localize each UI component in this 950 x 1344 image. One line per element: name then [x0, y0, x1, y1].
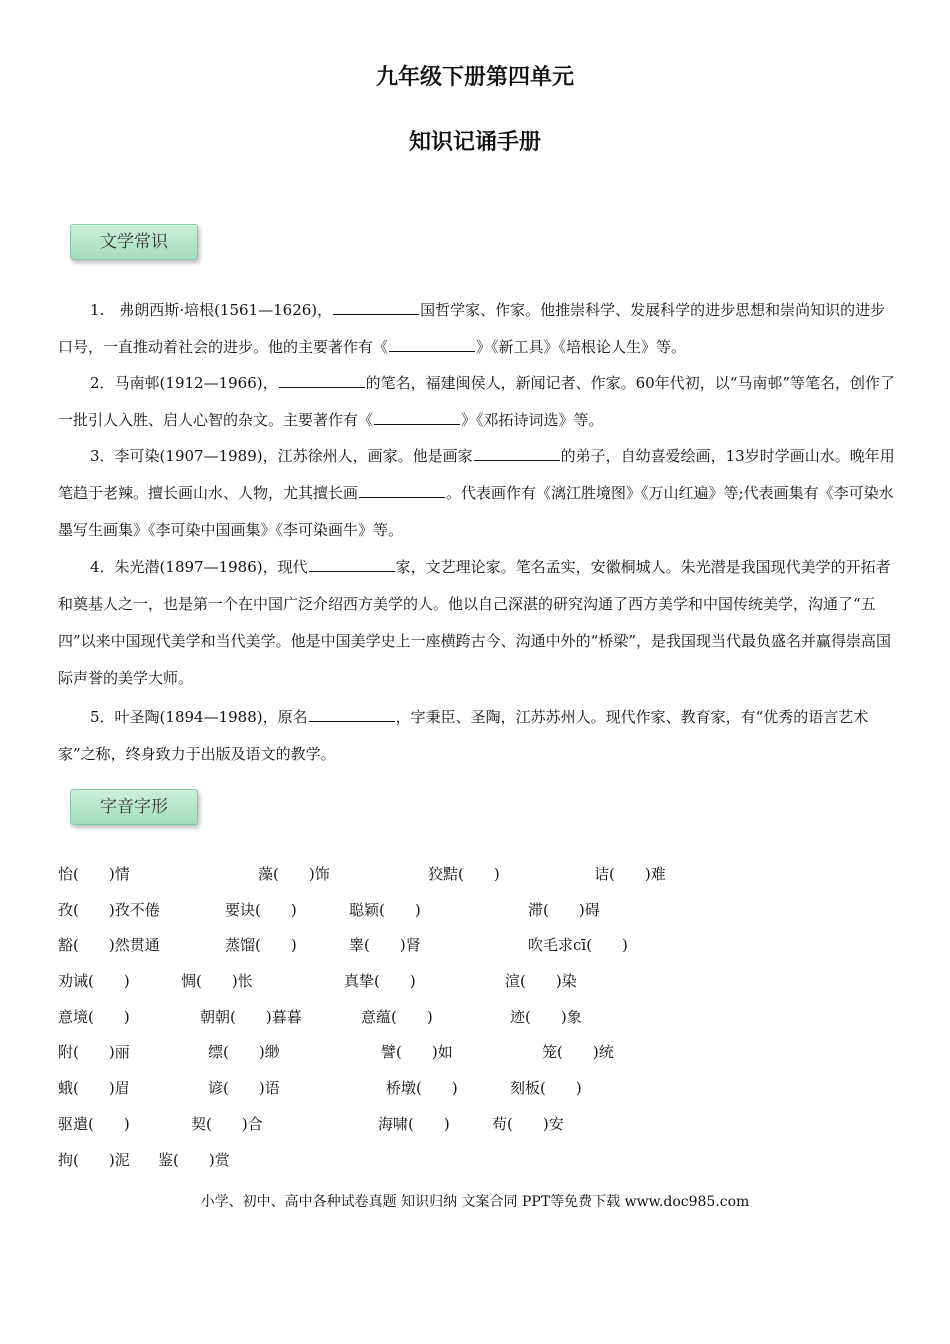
pinyin-item: 惆( )怅 [181, 972, 253, 991]
paragraph-1: 1. 弗朗西斯·培根(1561—1626)， 国哲学家、作家。他推崇科学、发展科学的进步思想和崇尚知识的进步口号，一直推动着社会的进步。他的主要著作有《 》《新工具》《培根论人生》等。 [58, 301, 886, 356]
fill-blank[interactable] [333, 299, 419, 315]
paragraph-4: 4．朱光潜(1897—1986)，现代 家，文艺理论家。笔名孟实，安徽桐城人。朱光潜是我国现代美学的开拓者和奠基人之一，也是第一个在中国广泛介绍西方美学的人。他以自己深湛的研究沟通了西方美学和中国传统美学，沟通了“五四”以来中国现代美学和当代美学。他是中国美学史上一座横跨古今、沟通中外的“桥梁”，是我国现当代最负盛名并赢得崇高国际声誉的美学大师。 [58, 558, 892, 687]
page-title: 九年级下册第四单元 [375, 65, 574, 90]
pinyin-item: 聪颖( ) [349, 900, 421, 919]
section-tab-literature: 文学常识 [70, 224, 198, 260]
fill-blank[interactable] [309, 706, 395, 722]
pinyin-item: 刻板( ) [510, 1079, 582, 1098]
pinyin-item: 孜( )孜不倦 [58, 900, 160, 919]
fill-blank[interactable] [389, 336, 475, 352]
pinyin-item: 狡黠( ) [428, 865, 500, 883]
paragraph-3: 3．李可染(1907—1989)，江苏徐州人，画家。他是画家 的弟子，自幼喜爱绘画，13岁时学画山水。晚年用笔趋于老辣。擅长画山水、人物，尤其擅长画 。代表画作有《漓江胜境图》《万山红遍》等;代表画集有《李可染水墨写生画集》《李可染中国画集》《李可染画牛》等。 [58, 447, 895, 539]
grid-row [58, 964, 898, 1000]
pinyin-item: 意境( ) [58, 1007, 130, 1026]
pinyin-item: 睾( )肾 [349, 936, 421, 955]
pinyin-item: 朝朝( )暮暮 [200, 1007, 302, 1026]
fill-blank[interactable] [359, 482, 445, 498]
pinyin-item: 要诀( ) [225, 900, 297, 919]
pinyin-item: 渲( )染 [505, 972, 577, 991]
pinyin-item: 怡( )情 [58, 865, 130, 883]
grid-row [58, 1143, 898, 1179]
paragraph-2: 2．马南邨(1912—1966)， 的笔名，福建闽侯人，新闻记者、作家。60年代初，以“马南邨”等笔名，创作了一批引人入胜、启人心智的杂文。主要著作有《 》《邓拓诗词选》等。 [58, 374, 896, 429]
pinyin-item: 鉴( )赏 [158, 1150, 230, 1169]
pinyin-item: 缥( )缈 [208, 1043, 280, 1062]
pinyin-item: 谚( )语 [208, 1079, 280, 1098]
grid-row [58, 1035, 898, 1071]
pinyin-item: 附( )丽 [58, 1043, 130, 1062]
pinyin-item: 苟( )安 [492, 1114, 564, 1133]
grid-row [58, 928, 898, 964]
footer-text: 小学、初中、高中各种试卷真题 知识归纳 文案合同 PPT等免费下载 www.doc985.com [200, 1194, 750, 1210]
pinyin-item: 劝诫( ) [58, 972, 130, 991]
pinyin-item: 海啸( ) [378, 1114, 450, 1133]
pinyin-item: 譬( )如 [381, 1043, 453, 1062]
fill-blank[interactable] [474, 445, 560, 461]
grid-row [58, 893, 898, 929]
pinyin-item: 蛾( )眉 [58, 1079, 130, 1098]
pinyin-item: 桥墩( ) [386, 1079, 458, 1098]
fill-blank[interactable] [279, 372, 365, 388]
fill-blank[interactable] [309, 556, 395, 572]
pinyin-item: 驱遣( ) [58, 1114, 130, 1133]
grid-row [58, 1071, 898, 1107]
pinyin-item: 契( )合 [191, 1114, 263, 1133]
grid-row [58, 857, 898, 893]
pinyin-item: 藻( )饰 [258, 865, 330, 883]
pinyin-grid [58, 857, 898, 1178]
page-subtitle: 知识记诵手册 [408, 130, 541, 155]
section-tab-characters: 字音字形 [70, 789, 198, 825]
pinyin-item: 豁( )然贯通 [58, 936, 160, 955]
pinyin-item: 笼( )统 [542, 1043, 614, 1062]
grid-row [58, 1107, 898, 1143]
pinyin-item: 滞( )碍 [528, 900, 600, 919]
pinyin-item: 真挚( ) [344, 972, 416, 991]
grid-row [58, 1000, 898, 1036]
pinyin-item: 迹( )象 [510, 1007, 582, 1026]
pinyin-item: 诘( )难 [594, 865, 666, 883]
pinyin-item: 蒸馏( ) [225, 936, 297, 955]
pinyin-item: 拘( )泥 [58, 1150, 130, 1169]
fill-blank[interactable] [374, 409, 460, 425]
pinyin-item: 吹毛求cī( ) [528, 936, 628, 955]
paragraph-5: 5．叶圣陶(1894—1988)，原名 ，字秉臣、圣陶，江苏苏州人。现代作家、教育家，有“优秀的语言艺术家”之称，终身致力于出版及语文的教学。 [58, 708, 869, 763]
pinyin-item: 意蕴( ) [361, 1007, 433, 1026]
